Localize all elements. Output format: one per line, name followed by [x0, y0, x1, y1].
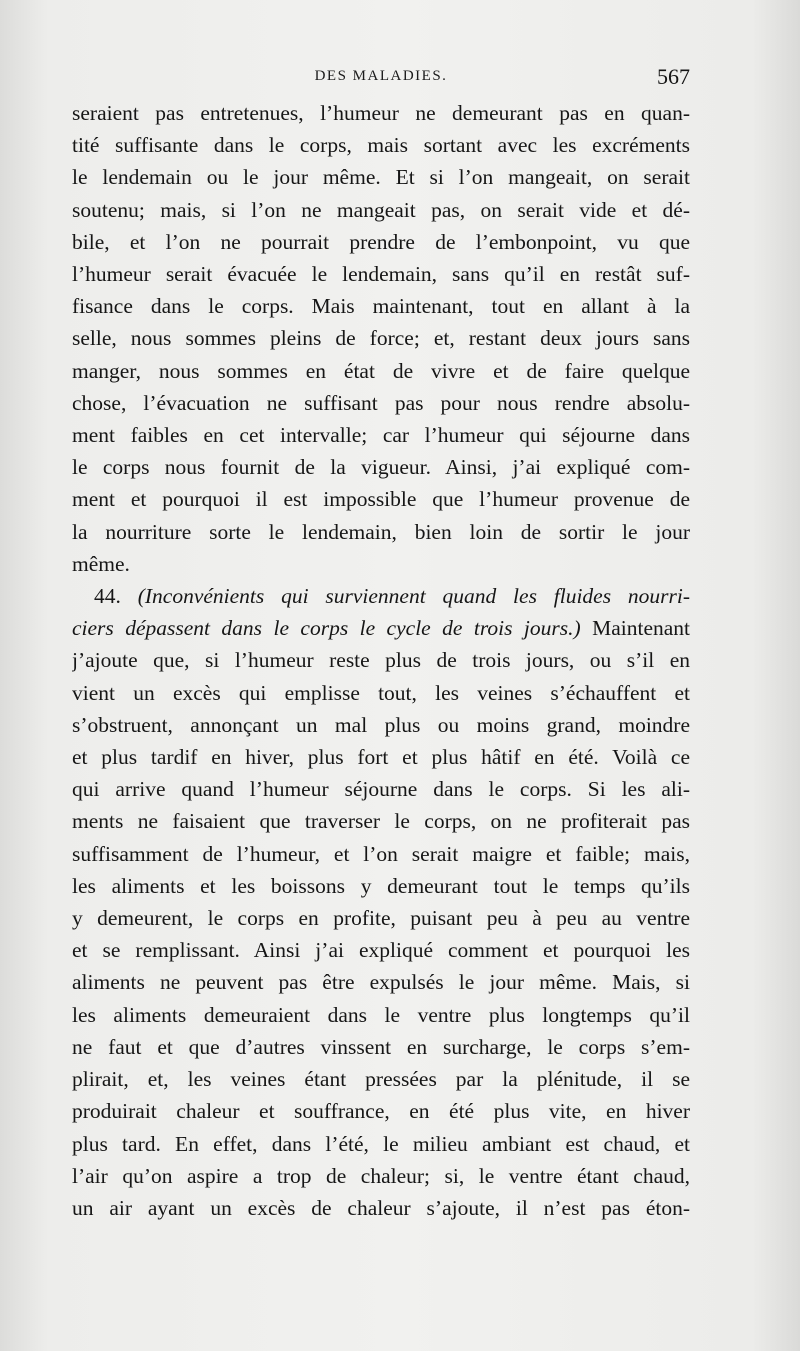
text-line: même.: [72, 551, 130, 576]
text-line: manger, nous sommes en état de vivre et de faire quelque: [72, 358, 690, 383]
text-line: tité suffisante dans le corps, mais sortant avec les excréments: [72, 133, 690, 158]
text-line: l’air qu’on aspire a trop de chaleur; si, le ventre étant chaud,: [72, 1163, 690, 1188]
page-body: [72, 97, 690, 1224]
section-heading-line: [72, 580, 690, 612]
text-line: vient un excès qui emplisse tout, les veines s’échauffent et: [72, 680, 690, 705]
text-line: seraient pas entretenues, l’humeur ne demeurant pas en quan-: [72, 101, 690, 125]
text-line: bile, et l’on ne pourrait prendre de l’embonpoint, vu que: [72, 229, 690, 254]
paragraph-2: [72, 580, 690, 1224]
text-line: les aliments demeuraient dans le ventre plus longtemps qu’il: [72, 1002, 690, 1027]
text-line: j’ajoute que, si l’humeur reste plus de trois jours, ou s’il en: [72, 648, 690, 673]
section-number: 44.: [94, 584, 121, 609]
text-line: produirait chaleur et souffrance, en été plus vite, en hiver: [72, 1099, 690, 1124]
running-head: DES MALADIES.: [314, 68, 448, 84]
text-line: aliments ne peuvent pas être expulsés le jour même. Mais, si: [72, 970, 690, 995]
page-header: [72, 64, 690, 94]
text-line: ment et pourquoi il est impossible que l’humeur provenue de: [72, 487, 690, 512]
text-line: suffisamment de l’humeur, et l’on serait maigre et faible; mais,: [72, 841, 690, 866]
text-line: le corps nous fournit de la vigueur. Ainsi, j’ai expliqué com-: [72, 455, 690, 480]
text-line: soutenu; mais, si l’on ne mangeait pas, on serait vide et dé-: [72, 197, 690, 222]
section-title-line: [72, 612, 690, 644]
text-line: ne faut et que d’autres vinssent en surcharge, le corps s’em-: [72, 1034, 690, 1059]
text-line: les aliments et les boissons y demeurant tout le temps qu’ils: [72, 873, 690, 898]
text-line: plus tard. En effet, dans l’été, le milieu ambiant est chaud, et: [72, 1131, 690, 1156]
page-number: 567: [657, 64, 690, 89]
text-line: s’obstruent, annonçant un mal plus ou moins grand, moindre: [72, 712, 690, 737]
text-line: plirait, et, les veines étant pressées par la plénitude, il se: [72, 1067, 690, 1092]
text-line: ment faibles en cet intervalle; car l’humeur qui séjourne dans: [72, 423, 690, 448]
text-line: fisance dans le corps. Mais maintenant, tout en allant à la: [72, 294, 690, 319]
text-line: qui arrive quand l’humeur séjourne dans le corps. Si les ali-: [72, 777, 690, 802]
section-title-continued: ciers dépassent dans le corps le cycle de trois jours.): [72, 616, 581, 641]
text-line: y demeurent, le corps en profite, puisant peu à peu au ventre: [72, 906, 690, 931]
text-line: chose, l’évacuation ne suffisant pas pour nous rendre absolu-: [72, 390, 690, 415]
text-line: un air ayant un excès de chaleur s’ajoute, il n’est pas éton-: [72, 1195, 690, 1220]
paragraph-1: [72, 97, 690, 580]
text-line: le lendemain ou le jour même. Et si l’on mangeait, on serait: [72, 165, 690, 190]
section-title: (Inconvénients qui surviennent quand les fluides nourri-: [137, 584, 690, 609]
text-line: et plus tardif en hiver, plus fort et plus hâtif en été. Voilà ce: [72, 745, 690, 770]
text-line: et se remplissant. Ainsi j’ai expliqué comment et pourquoi les: [72, 938, 690, 963]
section-text-start: Maintenant: [580, 616, 690, 641]
text-line: l’humeur serait évacuée le lendemain, sans qu’il en restât suf-: [72, 262, 690, 287]
text-line: ments ne faisaient que traverser le corps, on ne profiterait pas: [72, 809, 690, 834]
text-line: la nourriture sorte le lendemain, bien loin de sortir le jour: [72, 519, 690, 544]
text-line: selle, nous sommes pleins de force; et, restant deux jours sans: [72, 326, 690, 351]
